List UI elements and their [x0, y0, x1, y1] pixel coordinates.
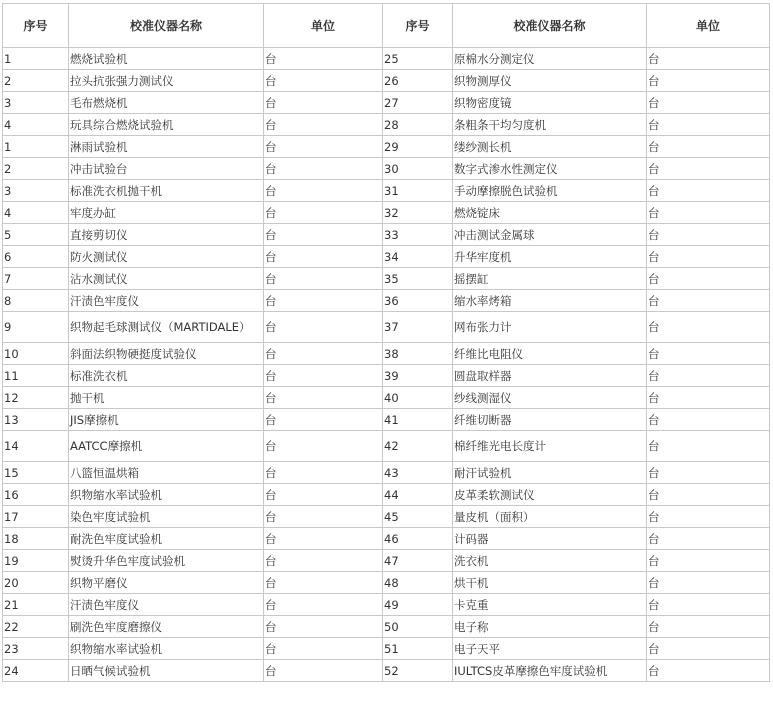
cell-unit: 台 — [647, 484, 770, 506]
cell-instrument-name: 量皮机（面积） — [453, 506, 647, 528]
cell-instrument-name: 直接剪切仪 — [69, 224, 264, 246]
cell-unit: 台 — [647, 409, 770, 431]
cell-index: 17 — [3, 506, 69, 528]
cell-index: 4 — [3, 114, 69, 136]
cell-unit: 台 — [647, 246, 770, 268]
cell-instrument-name: 燃烧锭床 — [453, 202, 647, 224]
cell-index: 7 — [3, 268, 69, 290]
cell-instrument-name: 沾水测试仪 — [69, 268, 264, 290]
cell-unit: 台 — [264, 343, 383, 365]
cell-index: 32 — [383, 202, 453, 224]
cell-index: 27 — [383, 92, 453, 114]
cell-index: 23 — [3, 638, 69, 660]
cell-index: 51 — [383, 638, 453, 660]
cell-instrument-name: 电子称 — [453, 616, 647, 638]
cell-instrument-name: 刷洗色牢度磨擦仪 — [69, 616, 264, 638]
cell-index: 43 — [383, 462, 453, 484]
cell-unit: 台 — [647, 180, 770, 202]
cell-instrument-name: 标准洗衣机抛干机 — [69, 180, 264, 202]
cell-unit: 台 — [264, 506, 383, 528]
cell-index: 24 — [3, 660, 69, 682]
cell-unit: 台 — [264, 202, 383, 224]
cell-unit: 台 — [264, 312, 383, 343]
cell-instrument-name: 染色牢度试验机 — [69, 506, 264, 528]
cell-index: 26 — [383, 70, 453, 92]
cell-index: 16 — [3, 484, 69, 506]
cell-instrument-name: 日晒气候试验机 — [69, 660, 264, 682]
cell-index: 48 — [383, 572, 453, 594]
cell-instrument-name: 燃烧试验机 — [69, 48, 264, 70]
header-instrument-name: 校准仪器名称 — [453, 4, 647, 48]
cell-instrument-name: 牢度办缸 — [69, 202, 264, 224]
cell-index: 22 — [3, 616, 69, 638]
cell-index: 41 — [383, 409, 453, 431]
cell-instrument-name: 织物测厚仪 — [453, 70, 647, 92]
cell-instrument-name: 网布张力计 — [453, 312, 647, 343]
table-row — [3, 202, 770, 224]
header-index: 序号 — [3, 4, 69, 48]
cell-unit: 台 — [264, 114, 383, 136]
cell-instrument-name: 卡克重 — [453, 594, 647, 616]
header-unit: 单位 — [647, 4, 770, 48]
cell-index: 1 — [3, 48, 69, 70]
cell-unit: 台 — [264, 92, 383, 114]
cell-unit: 台 — [264, 268, 383, 290]
cell-unit: 台 — [647, 312, 770, 343]
table-row — [3, 48, 770, 70]
cell-instrument-name: IULTCS皮革摩擦色牢度试验机 — [453, 660, 647, 682]
cell-index: 13 — [3, 409, 69, 431]
table-row — [3, 484, 770, 506]
cell-unit: 台 — [647, 136, 770, 158]
cell-index: 31 — [383, 180, 453, 202]
table-row — [3, 312, 770, 343]
cell-instrument-name: 烘干机 — [453, 572, 647, 594]
table-row — [3, 246, 770, 268]
table-row — [3, 180, 770, 202]
cell-index: 36 — [383, 290, 453, 312]
cell-instrument-name: 淋雨试验机 — [69, 136, 264, 158]
table-header-row — [3, 4, 770, 48]
table-row — [3, 365, 770, 387]
cell-instrument-name: 斜面法织物硬挺度试验仪 — [69, 343, 264, 365]
cell-instrument-name: 织物密度镜 — [453, 92, 647, 114]
cell-index: 45 — [383, 506, 453, 528]
table-row — [3, 550, 770, 572]
cell-index: 29 — [383, 136, 453, 158]
cell-index: 14 — [3, 431, 69, 462]
calibration-instrument-table — [2, 3, 770, 682]
cell-index: 49 — [383, 594, 453, 616]
cell-index: 39 — [383, 365, 453, 387]
cell-instrument-name: 防火测试仪 — [69, 246, 264, 268]
cell-index: 38 — [383, 343, 453, 365]
cell-unit: 台 — [264, 180, 383, 202]
table-row — [3, 70, 770, 92]
table-row — [3, 290, 770, 312]
cell-instrument-name: 纱线测湿仪 — [453, 387, 647, 409]
cell-unit: 台 — [647, 660, 770, 682]
header-index: 序号 — [383, 4, 453, 48]
cell-unit: 台 — [647, 572, 770, 594]
cell-index: 33 — [383, 224, 453, 246]
cell-unit: 台 — [647, 114, 770, 136]
cell-unit: 台 — [264, 594, 383, 616]
cell-index: 2 — [3, 158, 69, 180]
table-row — [3, 343, 770, 365]
cell-index: 1 — [3, 136, 69, 158]
cell-unit: 台 — [264, 550, 383, 572]
cell-index: 42 — [383, 431, 453, 462]
cell-index: 2 — [3, 70, 69, 92]
cell-index: 4 — [3, 202, 69, 224]
table-row — [3, 638, 770, 660]
cell-index: 15 — [3, 462, 69, 484]
cell-instrument-name: 耐汗试验机 — [453, 462, 647, 484]
cell-instrument-name: 摇摆缸 — [453, 268, 647, 290]
cell-instrument-name: 手动摩擦脱色试验机 — [453, 180, 647, 202]
cell-index: 3 — [3, 180, 69, 202]
cell-instrument-name: 玩具综合燃烧试验机 — [69, 114, 264, 136]
cell-instrument-name: 织物起毛球测试仪（MARTIDALE） — [69, 312, 264, 343]
header-unit: 单位 — [264, 4, 383, 48]
cell-instrument-name: 汗渍色牢度仪 — [69, 594, 264, 616]
cell-instrument-name: 缩水率烤箱 — [453, 290, 647, 312]
cell-index: 34 — [383, 246, 453, 268]
cell-index: 10 — [3, 343, 69, 365]
cell-unit: 台 — [647, 290, 770, 312]
cell-unit: 台 — [264, 572, 383, 594]
cell-unit: 台 — [264, 431, 383, 462]
table-row — [3, 268, 770, 290]
table-row — [3, 114, 770, 136]
cell-instrument-name: 八篮恒温烘箱 — [69, 462, 264, 484]
cell-index: 5 — [3, 224, 69, 246]
cell-unit: 台 — [264, 136, 383, 158]
cell-instrument-name: AATCC摩擦机 — [69, 431, 264, 462]
cell-instrument-name: 数字式渗水性测定仪 — [453, 158, 647, 180]
table-row — [3, 572, 770, 594]
cell-index: 52 — [383, 660, 453, 682]
table-row — [3, 409, 770, 431]
cell-unit: 台 — [264, 528, 383, 550]
cell-unit: 台 — [647, 431, 770, 462]
cell-instrument-name: 缕纱测长机 — [453, 136, 647, 158]
cell-unit: 台 — [264, 660, 383, 682]
cell-unit: 台 — [264, 246, 383, 268]
cell-index: 18 — [3, 528, 69, 550]
cell-unit: 台 — [264, 70, 383, 92]
cell-index: 50 — [383, 616, 453, 638]
cell-instrument-name: 织物缩水率试验机 — [69, 484, 264, 506]
cell-index: 20 — [3, 572, 69, 594]
cell-index: 3 — [3, 92, 69, 114]
cell-instrument-name: 抛干机 — [69, 387, 264, 409]
cell-instrument-name: 计码器 — [453, 528, 647, 550]
cell-index: 35 — [383, 268, 453, 290]
cell-unit: 台 — [647, 387, 770, 409]
cell-instrument-name: 原棉水分测定仪 — [453, 48, 647, 70]
table-row — [3, 431, 770, 462]
cell-index: 46 — [383, 528, 453, 550]
cell-index: 47 — [383, 550, 453, 572]
cell-index: 37 — [383, 312, 453, 343]
cell-index: 8 — [3, 290, 69, 312]
table-row — [3, 594, 770, 616]
cell-unit: 台 — [647, 224, 770, 246]
cell-unit: 台 — [647, 550, 770, 572]
table-row — [3, 224, 770, 246]
cell-instrument-name: 拉头抗张强力测试仪 — [69, 70, 264, 92]
table-row — [3, 462, 770, 484]
cell-instrument-name: 汗渍色牢度仪 — [69, 290, 264, 312]
table-row — [3, 506, 770, 528]
cell-index: 28 — [383, 114, 453, 136]
cell-index: 19 — [3, 550, 69, 572]
cell-instrument-name: 耐洗色牢度试验机 — [69, 528, 264, 550]
cell-unit: 台 — [647, 506, 770, 528]
cell-unit: 台 — [264, 409, 383, 431]
cell-unit: 台 — [264, 290, 383, 312]
cell-instrument-name: 电子天平 — [453, 638, 647, 660]
cell-unit: 台 — [264, 158, 383, 180]
cell-index: 12 — [3, 387, 69, 409]
cell-index: 21 — [3, 594, 69, 616]
cell-instrument-name: 毛布燃烧机 — [69, 92, 264, 114]
cell-instrument-name: 冲击测试金属球 — [453, 224, 647, 246]
cell-instrument-name: 熨烫升华色牢度试验机 — [69, 550, 264, 572]
table-row — [3, 92, 770, 114]
cell-unit: 台 — [264, 224, 383, 246]
table-row — [3, 528, 770, 550]
cell-unit: 台 — [647, 462, 770, 484]
cell-unit: 台 — [264, 462, 383, 484]
cell-unit: 台 — [264, 365, 383, 387]
cell-unit: 台 — [647, 202, 770, 224]
cell-index: 9 — [3, 312, 69, 343]
cell-instrument-name: 升华牢度机 — [453, 246, 647, 268]
cell-unit: 台 — [647, 343, 770, 365]
table-row — [3, 387, 770, 409]
cell-instrument-name: 织物缩水率试验机 — [69, 638, 264, 660]
cell-unit: 台 — [647, 616, 770, 638]
cell-index: 25 — [383, 48, 453, 70]
cell-instrument-name: 棉纤维光电长度计 — [453, 431, 647, 462]
cell-unit: 台 — [647, 70, 770, 92]
cell-instrument-name: 圆盘取样器 — [453, 365, 647, 387]
cell-unit: 台 — [647, 638, 770, 660]
cell-index: 6 — [3, 246, 69, 268]
cell-instrument-name: 织物平磨仪 — [69, 572, 264, 594]
cell-unit: 台 — [647, 268, 770, 290]
cell-instrument-name: 皮革柔软测试仪 — [453, 484, 647, 506]
cell-unit: 台 — [264, 387, 383, 409]
table-row — [3, 660, 770, 682]
cell-unit: 台 — [647, 594, 770, 616]
cell-instrument-name: 纤维切断器 — [453, 409, 647, 431]
cell-unit: 台 — [647, 92, 770, 114]
cell-unit: 台 — [647, 365, 770, 387]
cell-instrument-name: 标准洗衣机 — [69, 365, 264, 387]
cell-unit: 台 — [647, 48, 770, 70]
cell-index: 40 — [383, 387, 453, 409]
header-instrument-name: 校准仪器名称 — [69, 4, 264, 48]
cell-unit: 台 — [647, 528, 770, 550]
cell-instrument-name: 冲击试验台 — [69, 158, 264, 180]
cell-index: 11 — [3, 365, 69, 387]
cell-instrument-name: 纤维比电阻仪 — [453, 343, 647, 365]
table-row — [3, 616, 770, 638]
cell-instrument-name: JIS摩擦机 — [69, 409, 264, 431]
cell-instrument-name: 条粗条干均匀度机 — [453, 114, 647, 136]
table-row — [3, 136, 770, 158]
cell-unit: 台 — [264, 638, 383, 660]
cell-unit: 台 — [647, 158, 770, 180]
table-row — [3, 158, 770, 180]
cell-unit: 台 — [264, 616, 383, 638]
cell-unit: 台 — [264, 484, 383, 506]
cell-instrument-name: 洗衣机 — [453, 550, 647, 572]
cell-index: 44 — [383, 484, 453, 506]
cell-index: 30 — [383, 158, 453, 180]
cell-unit: 台 — [264, 48, 383, 70]
